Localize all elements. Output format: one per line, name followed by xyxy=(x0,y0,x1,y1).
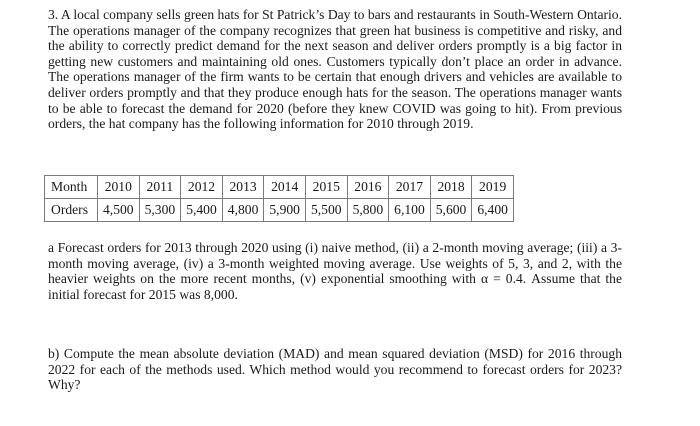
table-cell: 5,800 xyxy=(347,199,389,222)
table-cell: 2018 xyxy=(430,176,472,199)
table-cell: 5,400 xyxy=(181,199,223,222)
table-cell: 2012 xyxy=(181,176,223,199)
part-a-paragraph: a Forecast orders for 2013 through 2020 using (i) naive method, (ii) a 2-month moving average; (iii) a 3-month moving average, (iv) a 3-month weighted moving average. Use weights of 5, 3, and 2, with the heavier weights on the more recent months, (v) exponential smoothing with α = 0.4. Assume that the initial forecast for 2015 was 8,000. xyxy=(48,240,622,302)
table-cell: 2014 xyxy=(264,176,306,199)
table-row-month xyxy=(45,176,514,199)
table-row-orders xyxy=(45,199,514,222)
table-row-header: Month xyxy=(45,176,98,199)
table-cell: 5,600 xyxy=(430,199,472,222)
table-cell: 5,500 xyxy=(305,199,347,222)
table-cell: 2013 xyxy=(222,176,264,199)
table-cell: 2017 xyxy=(389,176,431,199)
table-cell: 6,400 xyxy=(472,199,514,222)
table-cell: 5,300 xyxy=(139,199,181,222)
table-cell: 6,100 xyxy=(389,199,431,222)
table-cell: 2016 xyxy=(347,176,389,199)
table-row-header: Orders xyxy=(45,199,98,222)
table-cell: 2011 xyxy=(139,176,181,199)
table-cell: 2019 xyxy=(472,176,514,199)
orders-table xyxy=(44,175,514,222)
question-intro-paragraph: 3. A local company sells green hats for St Patrick’s Day to bars and restaurants in South-Western Ontario. The operations manager of the company recognizes that green hat business is competitive and risky, and the ability to correctly predict demand for the next season and deliver orders promptly is a big factor in getting new customers and maintaining old ones. Customers typically don’t place an order in advance. The operations manager of the firm wants to be certain that enough drivers and vehicles are available to deliver orders promptly and that they produce enough hats for the season. The operations manager wants to be able to forecast the demand for 2020 (before they knew COVID was going to hit). From previous orders, the hat company has the following information for 2010 through 2019. xyxy=(48,7,622,132)
table-cell: 4,500 xyxy=(98,199,140,222)
table-cell: 4,800 xyxy=(222,199,264,222)
table-cell: 2010 xyxy=(98,176,140,199)
table-cell: 5,900 xyxy=(264,199,306,222)
table-cell: 2015 xyxy=(305,176,347,199)
part-b-paragraph: b) Compute the mean absolute deviation (MAD) and mean squared deviation (MSD) for 2016 through 2022 for each of the methods used. Which method would you recommend to forecast orders for 2023? Why? xyxy=(48,346,622,393)
